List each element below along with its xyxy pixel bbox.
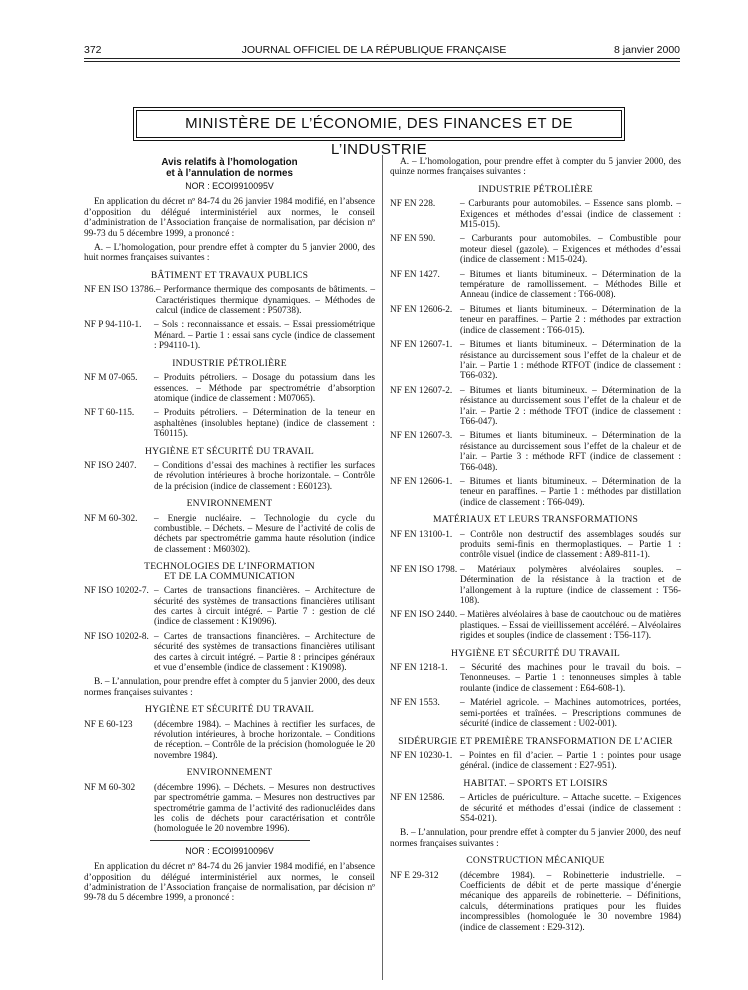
standard-description: – Pointes en fil d’acier. – Partie 1 : pointes pour usage général. (indice de classement : E27-951).	[460, 750, 681, 772]
standard-description: – Articles de puériculture. – Attache sucette. – Exigences de sécurité et méthodes d’essai (indice de classement : S54-021).	[460, 793, 681, 824]
standard-description: – Bitumes et liants bitumineux. – Détermination de la température de ramollissement. – Méthodes Bille et Anneau (indice de classement : T66-008).	[460, 269, 681, 301]
standard-code: NF EN 13100-1.	[390, 529, 453, 540]
standard-code: NF E 60-123	[84, 719, 133, 730]
standard-entry	[390, 871, 681, 933]
entry-list	[84, 373, 375, 439]
standard-entry	[390, 793, 681, 824]
intro-paragraph: En application du décret nº 84-74 du 26 janvier 1984 modifié, en l’absence d’opposition du délégué interministériel aux normes, le conseil d’administration de l’Association française de normalisation, par décision nº 99-73 du 5 décembre 1999, a prononcé :	[84, 197, 375, 239]
standard-code: NF EN ISO 2440.	[390, 610, 458, 621]
ministry-banner: MINISTÈRE DE L’ÉCONOMIE, DES FINANCES ET DE L’INDUSTRIE	[136, 110, 622, 138]
standard-description: – Bitumes et liants bitumineux. – Détermination de la teneur en paraffines. – Partie 2 : méthodes par extraction (indice de classement : T66-015).	[460, 304, 681, 336]
standard-entry	[390, 663, 681, 694]
entry-list	[390, 530, 681, 642]
section-heading: CONSTRUCTION MÉCANIQUE	[466, 855, 605, 867]
standard-entry	[390, 610, 681, 641]
standard-entry	[390, 305, 681, 336]
standard-description: – Bitumes et liants bitumineux. – Détermination de la résistance au durcissement sous l’effet de la chaleur et de l’air. – Partie 1 : méthode RTFOT (indice de classement : T66-032).	[460, 340, 681, 382]
standard-entry	[84, 783, 375, 835]
standard-description: – Sécurité des machines pour le travail du bois. – Tenonneuses. – Partie 1 : tenonneuses simples à table roulante (indice de classement : E64-608-1).	[460, 663, 681, 694]
header-rule	[84, 58, 680, 59]
standard-description: – Cartes de transactions financières. – Architecture de sécurité des systèmes de transactions financières utilisant des cartes à circuit intégré. – Partie 8 : principes généraux et vue d’ensemble (indice de classement : K19098).	[154, 631, 375, 674]
standard-code: NF EN 228.	[390, 199, 436, 210]
standard-description: (décembre 1984). – Robinetterie industrielle. – Coefficients de débit et de perte massique d’énergie mécanique des appareils de robinetterie. – Définitions, calculs, déterminations pratiques pour les fluides incompressibles (homologuée le 30 novembre 1984) (indice de classement : E29-312).	[460, 870, 681, 933]
standard-entry	[390, 386, 681, 428]
standard-description: – Energie nucléaire. – Technologie du cycle du combustible. – Déchets. – Mesure de l’activité de colis de déchets par spectrométrie gamma haute résolution (indice de classement : M60302).	[154, 513, 375, 555]
standard-entry	[390, 530, 681, 561]
nor-reference: NOR : ECOI9910096V	[185, 845, 274, 856]
standard-entry	[390, 340, 681, 382]
entry-list	[84, 285, 375, 351]
right-column	[390, 157, 681, 937]
section-b-paragraph: B. – L’annulation, pour prendre effet à compter du 5 janvier 2000, des deux normes françaises suivantes :	[84, 677, 375, 698]
section-heading: TECHNOLOGIES DE L’INFORMATION ET DE LA COMMUNICATION	[144, 561, 315, 583]
standard-description: (décembre 1984). – Machines à rectifier les surfaces, de révolution intérieures, à broche horizontale. – Conditions de réception. – Contrôle de la précision (homologuée le 20 novembre 1984).	[154, 719, 375, 761]
standard-description: – Bitumes et liants bitumineux. – Détermination de la résistance au durcissement sous l’effet de la chaleur et de l’air. – Partie 3 : méthode RFT (indice de classement : T66-048).	[460, 431, 681, 473]
standard-entry	[390, 199, 681, 230]
standard-description: – Contrôle non destructif des assemblages soudés sur produits semi-finis en thermoplastiques. – Partie 1 : contrôle visuel (indice de classement : A89-811-1).	[460, 529, 681, 561]
standard-code: NF ISO 2407.	[84, 460, 137, 471]
page-number: 372	[84, 44, 102, 56]
entry-list	[84, 514, 375, 556]
standard-description: – Sols : reconnaissance et essais. – Essai pressiométrique Ménard. – Partie 1 : essai sans cycle (indice de classement : P94110-1).	[154, 320, 375, 352]
section-heading: HYGIÈNE ET SÉCURITÉ DU TRAVAIL	[451, 647, 620, 659]
standard-code: NF EN 1427.	[390, 269, 440, 280]
section-heading: INDUSTRIE PÉTROLIÈRE	[478, 183, 593, 195]
section-heading: ENVIRONNEMENT	[186, 767, 273, 779]
standard-entry	[84, 320, 375, 351]
standard-code: NF M 60-302.	[84, 513, 138, 524]
standard-code: NF EN 12586.	[390, 793, 445, 804]
section-a-paragraph: A. – L’homologation, pour prendre effet à compter du 5 janvier 2000, des quinze normes françaises suivantes :	[390, 157, 681, 178]
standard-entry	[390, 698, 681, 729]
standard-code: NF P 94-110-1.	[84, 320, 142, 331]
standard-code: NF ISO 10202-8.	[84, 631, 149, 642]
header-rule-second	[84, 61, 680, 62]
entry-list	[390, 793, 681, 824]
section-heading: SIDÉRURGIE ET PREMIÈRE TRANSFORMATION DE L’ACIER	[398, 735, 673, 747]
standard-entry	[390, 234, 681, 265]
notice-title: Avis relatifs à l’homologation et à l’annulation de normes	[161, 157, 298, 179]
standard-code: NF EN 12607-2.	[390, 385, 453, 396]
entry-list	[84, 783, 375, 835]
standard-code: NF EN ISO 13786.	[84, 285, 156, 296]
section-b-paragraph: B. – L’annulation, pour prendre effet à compter du 5 janvier 2000, des neuf normes françaises suivantes :	[390, 828, 681, 849]
standard-description: – Carburants pour automobiles. – Essence sans plomb. – Exigences et méthodes d’essai (indice de classement : M15-015).	[460, 199, 681, 231]
separator-rule	[150, 840, 310, 841]
standard-description: – Matières alvéolaires à base de caoutchouc ou de matières plastiques. – Essai de vieillissement accéléré. – Alvéolaires rigides et souples (indice de classement : T56-117).	[460, 610, 681, 642]
standard-code: NF EN ISO 1798.	[390, 564, 458, 575]
standard-code: NF M 07-065.	[84, 373, 138, 384]
standard-entry	[84, 285, 375, 316]
entry-list	[84, 586, 375, 673]
standard-description: – Bitumes et liants bitumineux. – Détermination de la teneur en paraffines. – Partie 1 : méthodes par distillation (indice de classement : T66-049).	[460, 476, 681, 508]
section-heading: MATÉRIAUX ET LEURS TRANSFORMATIONS	[432, 514, 638, 526]
issue-date: 8 janvier 2000	[614, 44, 680, 56]
standard-description: – Carburants pour automobiles. – Combustible pour moteur diesel (gazole). – Exigences et méthodes d’essai (indice de classement : M15-024).	[460, 234, 681, 266]
standard-description: – Produits pétroliers. – Détermination de la teneur en asphaltènes (insolubles heptane) (indice de classement : T60115).	[154, 408, 375, 440]
section-heading: HYGIÈNE ET SÉCURITÉ DU TRAVAIL	[145, 445, 314, 457]
standard-description: – Produits pétroliers. – Dosage du potassium dans les essences. – Méthode par spectrométrie d’absorption atomique (indice de classement : M07065).	[154, 373, 375, 404]
standard-code: NF EN 1218-1.	[390, 663, 448, 674]
standard-entry	[390, 270, 681, 301]
standard-code: NF EN 12606-2.	[390, 304, 453, 315]
left-column	[84, 157, 375, 908]
entry-list	[390, 871, 681, 933]
standard-code: NF M 60-302	[84, 782, 136, 793]
standard-code: NF E 29-312	[390, 870, 439, 881]
standard-entry	[390, 751, 681, 772]
standard-description: – Conditions d’essai des machines à rectifier les surfaces de révolution intérieures à broche horizontale. – Contrôle de la précision (indice de classement : E60123).	[154, 460, 375, 492]
standard-description: – Bitumes et liants bitumineux. – Détermination de la résistance au durcissement sous l’effet de la chaleur et de l’air. – Partie 2 : méthode TFOT (indice de classement : T66-047).	[460, 385, 681, 427]
column-divider	[382, 155, 383, 980]
standard-entry	[390, 565, 681, 607]
entry-list	[390, 751, 681, 772]
standard-entry	[84, 586, 375, 628]
section-heading: INDUSTRIE PÉTROLIÈRE	[172, 357, 287, 369]
standard-entry	[84, 720, 375, 762]
standard-description: – Performance thermique des composants de bâtiments. – Caractéristiques thermique dynamiques. – Méthodes de calcul (indice de classement : P50738).	[155, 285, 375, 317]
standard-code: NF EN 12607-3.	[390, 431, 453, 442]
intro-paragraph: En application du décret nº 84-74 du 26 janvier 1984 modifié, en l’absence d’opposition du délégué interministériel aux normes, le conseil d’administration de l’Association française de normalisation, par décision nº 99-78 du 5 décembre 1999, a prononcé :	[84, 862, 375, 904]
standard-code: NF EN 12607-1.	[390, 340, 453, 351]
standard-code: NF EN 10230-1.	[390, 750, 453, 761]
standard-description: – Matériaux polymères alvéolaires souples. – Détermination de la résistance à la traction et de l’allongement à la rupture (indice de classement : T56-108).	[460, 564, 681, 607]
entry-list	[390, 199, 681, 508]
standard-code: NF ISO 10202-7.	[84, 586, 149, 597]
standard-description: – Matériel agricole. – Machines automotrices, portées, semi-portées et traînées. – Prescriptions communes de sécurité (indice de classement : U02-001).	[460, 698, 681, 730]
standard-code: NF T 60-115.	[84, 408, 135, 419]
standard-code: NF EN 590.	[390, 234, 436, 245]
standard-entry	[84, 514, 375, 556]
section-a-paragraph: A. – L’homologation, pour prendre effet à compter du 5 janvier 2000, des huit normes françaises suivantes :	[84, 243, 375, 264]
section-heading: HABITAT. – SPORTS ET LOISIRS	[463, 777, 608, 789]
standard-entry	[84, 373, 375, 404]
standard-description: – Cartes de transactions financières. – Architecture de sécurité des systèmes de transactions financières utilisant des cartes à circuit intégré. – Partie 7 : gestion de clé (indice de classement : K19096).	[154, 586, 375, 628]
standard-code: NF EN 1553.	[390, 698, 440, 709]
section-heading: ENVIRONNEMENT	[186, 498, 273, 510]
standard-description: (décembre 1996). – Déchets. – Mesures non destructives par spectrométrie gamma. – Mesures non destructives par spectrométrie gamma de l’activité des radionucléides dans les colis de déchets pour caractérisation et contrôle (homologuée le 20 novembre 1996).	[154, 782, 375, 835]
standard-entry	[84, 461, 375, 492]
standard-entry	[390, 477, 681, 508]
journal-title: JOURNAL OFFICIEL DE LA RÉPUBLIQUE FRANÇAISE	[241, 44, 507, 56]
section-heading: HYGIÈNE ET SÉCURITÉ DU TRAVAIL	[145, 704, 314, 716]
standard-entry	[84, 408, 375, 439]
standard-code: NF EN 12606-1.	[390, 476, 453, 487]
nor-reference: NOR : ECOI9910095V	[185, 181, 274, 191]
standard-entry	[390, 431, 681, 473]
section-heading: BÂTIMENT ET TRAVAUX PUBLICS	[150, 269, 309, 281]
standard-entry	[84, 632, 375, 674]
entry-list	[84, 720, 375, 762]
entry-list	[390, 663, 681, 729]
entry-list	[84, 461, 375, 492]
